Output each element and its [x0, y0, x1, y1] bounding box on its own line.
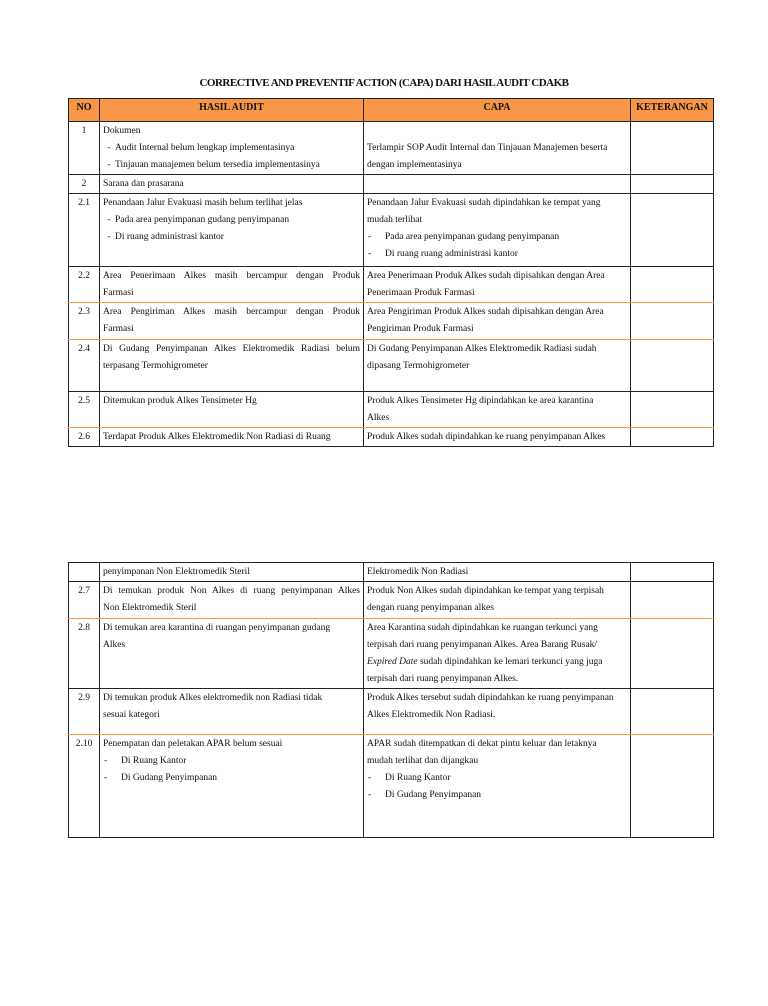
header-keterangan: KETERANGAN	[631, 99, 714, 122]
hasil-heading: Dokumen	[103, 126, 141, 136]
table-row	[69, 735, 714, 838]
hasil-audit-cell: Di temukan produk Alkes elektromedik non Radiasi tidak sesuai kategori	[100, 689, 364, 735]
list-item: - Di ruang administrasi kantor	[107, 232, 224, 242]
hasil-audit-cell: Area Pengiriman Alkes masih bercampur dengan Produk Farmasi	[100, 303, 364, 340]
list-item: - Tinjauan manajemen belum tersedia implementasinya	[107, 160, 320, 170]
table-row	[69, 619, 714, 689]
list-item: - Di ruang ruang administrasi kantor	[368, 249, 518, 259]
hasil-heading: Penempatan dan peletakan APAR belum sesuai	[103, 739, 283, 749]
table-row	[69, 582, 714, 619]
row-number: 2.10	[69, 735, 100, 838]
row-number: 2.9	[69, 689, 100, 735]
list-item: - Di Ruang Kantor	[104, 756, 187, 766]
capa-cell: Area Pengiriman Produk Alkes sudah dipisahkan dengan Area Pengiriman Produk Farmasi	[364, 303, 631, 340]
capa-cell: Produk Alkes sudah dipindahkan ke ruang penyimpanan Alkes	[364, 428, 631, 447]
hasil-audit-cell	[100, 194, 364, 267]
hasil-heading: Penandaan Jalur Evakuasi masih belum terlihat jelas	[103, 198, 303, 208]
hasil-audit-cell: Di temukan produk Non Alkes di ruang penyimpanan Alkes Non Elektromedik Steril	[100, 582, 364, 619]
capa-cell: Produk Alkes tersebut sudah dipindahkan ke ruang penyimpanan Alkes Elektromedik Non Radiasi.	[364, 689, 631, 735]
row-number: 2.2	[69, 267, 100, 303]
keterangan-cell	[631, 563, 714, 582]
row-number: 2.1	[69, 194, 100, 267]
table-row	[69, 392, 714, 428]
hasil-audit-cell	[100, 735, 364, 838]
hasil-audit-cell: penyimpanan Non Elektromedik Steril	[100, 563, 364, 582]
capa-table-page-2	[68, 562, 714, 838]
capa-cell: APAR sudah ditempatkan di dekat pintu keluar dan letaknya mudah terlihat dan dijangkau - Di Ruang Kantor - Di Gudang Penyimpanan	[364, 735, 631, 838]
row-number: 2.6	[69, 428, 100, 447]
keterangan-cell	[631, 392, 714, 428]
capa-cell: Area Karantina sudah dipindahkan ke ruangan terkunci yang terpisah dari ruang penyimpanan Alkes. Area Barang Rusak/ Expired Date sudah dipindahkan ke lemari terkunci yang juga terpisah dari ruang penyimpanan Alkes.	[364, 619, 631, 689]
keterangan-cell	[631, 340, 714, 392]
capa-cell: Produk Alkes Tensimeter Hg dipindahkan ke area karantina Alkes	[364, 392, 631, 428]
table-header-row	[69, 99, 714, 122]
hasil-audit-cell: Di temukan area karantina di ruangan penyimpanan gudang Alkes	[100, 619, 364, 689]
capa-cell: Penandaan Jalur Evakuasi sudah dipindahkan ke tempat yang mudah terlihat - Pada area penyimpanan gudang penyimpanan - Di ruang ruang administrasi kantor	[364, 194, 631, 267]
list-item: - Di Ruang Kantor	[368, 773, 451, 783]
list-item: - Pada area penyimpanan gudang penyimpanan	[107, 215, 290, 225]
keterangan-cell	[631, 194, 714, 267]
row-number: 2.5	[69, 392, 100, 428]
table-row	[69, 428, 714, 447]
capa-cell	[364, 175, 631, 194]
header-capa: CAPA	[364, 99, 631, 122]
keterangan-cell	[631, 303, 714, 340]
table-row	[69, 689, 714, 735]
hasil-audit-cell: Area Penerimaan Alkes masih bercampur dengan Produk Farmasi	[100, 267, 364, 303]
table-row	[69, 563, 714, 582]
row-number	[69, 563, 100, 582]
table-row	[69, 340, 714, 392]
row-number: 1	[69, 122, 100, 175]
keterangan-cell	[631, 428, 714, 447]
list-item: - Audit Internal belum lengkap implementasinya	[107, 143, 295, 153]
hasil-audit-cell	[100, 122, 364, 175]
row-number: 2.3	[69, 303, 100, 340]
keterangan-cell	[631, 582, 714, 619]
table-row	[69, 122, 714, 175]
list-item: - Di Gudang Penyimpanan	[368, 790, 482, 800]
document-title: CORRECTIVE AND PREVENTIF ACTION (CAPA) DARI HASIL AUDIT CDAKB	[199, 77, 569, 89]
list-item: - Di Gudang Penyimpanan	[104, 773, 218, 783]
row-number: 2	[69, 175, 100, 194]
hasil-audit-cell: Sarana dan prasarana	[100, 175, 364, 194]
capa-cell: Elektromedik Non Radiasi	[364, 563, 631, 582]
header-no: NO	[69, 99, 100, 122]
row-number: 2.7	[69, 582, 100, 619]
row-number: 2.8	[69, 619, 100, 689]
header-hasil-audit: HASIL AUDIT	[100, 99, 364, 122]
capa-cell: Di Gudang Penyimpanan Alkes Elektromedik Radiasi sudah dipasang Termohigrometer	[364, 340, 631, 392]
hasil-audit-cell: Di Gudang Penyimpanan Alkes Elektromedik Radiasi belum terpasang Termohigrometer	[100, 340, 364, 392]
keterangan-cell	[631, 689, 714, 735]
keterangan-cell	[631, 735, 714, 838]
keterangan-cell	[631, 619, 714, 689]
keterangan-cell	[631, 122, 714, 175]
table-row	[69, 267, 714, 303]
row-number: 2.4	[69, 340, 100, 392]
hasil-audit-cell: Terdapat Produk Alkes Elektromedik Non Radiasi di Ruang	[100, 428, 364, 447]
capa-table-page-1	[68, 98, 714, 447]
table-row	[69, 194, 714, 267]
keterangan-cell	[631, 267, 714, 303]
keterangan-cell	[631, 175, 714, 194]
table-row	[69, 303, 714, 340]
capa-cell: Terlampir SOP Audit Internal dan Tinjauan Manajemen beserta dengan implementasinya	[364, 122, 631, 175]
expired-date-text: Expired Date	[367, 657, 418, 667]
hasil-audit-cell: Ditemukan produk Alkes Tensimeter Hg	[100, 392, 364, 428]
table-row	[69, 175, 714, 194]
capa-cell: Produk Non Alkes sudah dipindahkan ke tempat yang terpisah dengan ruang penyimpanan alkes	[364, 582, 631, 619]
capa-cell: Area Penerimaan Produk Alkes sudah dipisahkan dengan Area Penerimaan Produk Farmasi	[364, 267, 631, 303]
list-item: - Pada area penyimpanan gudang penyimpanan	[368, 232, 560, 242]
